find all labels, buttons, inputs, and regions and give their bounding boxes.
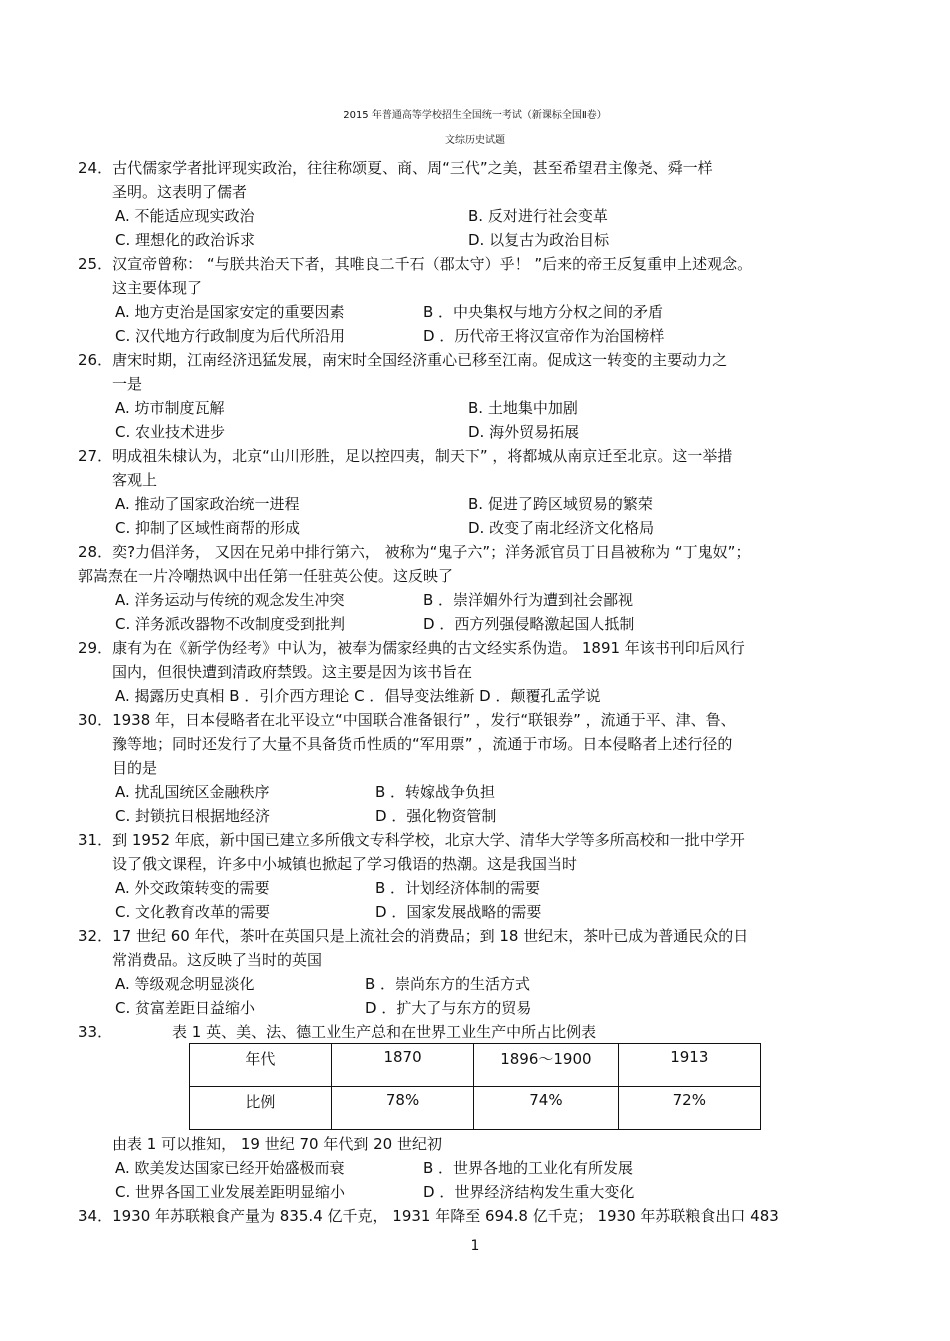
table-header-cell: 1913 xyxy=(618,1044,760,1087)
table-caption: 表 1 英、美、法、德工业生产总和在世界工业生产中所占比例表 xyxy=(172,1023,597,1041)
option-a: A. 地方吏治是国家安定的重要因素 xyxy=(115,303,345,321)
option-b: B ．计划经济体制的需要 xyxy=(375,879,541,897)
option-c: C. 抑制了区域性商帮的形成 xyxy=(115,519,301,537)
question-32: 32．17 世纪 60 年代，茶叶在英国只是上流社会的消费品；到 18 世纪末，茶叶已成为普通民众的日 xyxy=(78,927,749,945)
option-c: C. 洋务派改器物不改制度受到批判 xyxy=(115,615,346,633)
question-33-number: 33． xyxy=(78,1023,113,1041)
option-b: B. 土地集中加剧 xyxy=(468,399,578,417)
option-d: D ．历代帝王将汉宣帝作为治国榜样 xyxy=(423,327,665,345)
page-subtitle: 文综历史试题 xyxy=(445,135,505,146)
option-a: A. 不能适应现实政治 xyxy=(115,207,255,225)
option-a: A. 洋务运动与传统的观念发生冲突 xyxy=(115,591,345,609)
option-d: D ．西方列强侵略激起国人抵制 xyxy=(423,615,635,633)
table-header-cell: 1896～1900 xyxy=(474,1044,618,1087)
option-a: A. 推动了国家政治统一进程 xyxy=(115,495,300,513)
option-c: C. 汉代地方行政制度为后代所沿用 xyxy=(115,327,346,345)
table-cell: 74% xyxy=(474,1087,618,1130)
option-c: C. 农业技术进步 xyxy=(115,423,226,441)
option-a: A. 扰乱国统区金融秩序 xyxy=(115,783,270,801)
question-27: 27．明成祖朱棣认为，北京“山川形胜，足以控四夷，制天下” ，将都城从南京迁至北京。这一举措 xyxy=(78,447,733,465)
option-a: A. 等级观念明显淡化 xyxy=(115,975,255,993)
option-d: D. 海外贸易拓展 xyxy=(468,423,580,441)
option-b: B ．崇尚东方的生活方式 xyxy=(365,975,531,993)
option-d: D ．世界经济结构发生重大变化 xyxy=(423,1183,635,1201)
page-title: 2015 年普通高等学校招生全国统一考试（新课标全国Ⅱ卷） xyxy=(343,110,607,121)
question-25: 25．汉宣帝曾称： “与朕共治天下者，其唯良二千石（郡太守）乎！ ”后来的帝王反复重申上述观念。 xyxy=(78,255,753,273)
option-d: D. 改变了南北经济文化格局 xyxy=(468,519,655,537)
option-d: D ．强化物资管制 xyxy=(375,807,497,825)
option-c: C. 贫富差距日益缩小 xyxy=(115,999,256,1017)
option-a: A. 欧美发达国家已经开始盛极而衰 xyxy=(115,1159,345,1177)
question-26: 26．唐宋时期，江南经济迅猛发展，南宋时全国经济重心已移至江南。促成这一转变的主要动力之 xyxy=(78,351,728,369)
table-cell: 比例 xyxy=(190,1087,332,1130)
question-29: 29．康有为在《新学伪经考》中认为，被奉为儒家经典的古文经实系伪造。 1891 年该书刊印后风行 xyxy=(78,639,745,657)
question-26-cont: 一是 xyxy=(112,375,143,393)
question-29-cont: 国内，但很快遭到清政府禁毁。这主要是因为该书旨在 xyxy=(112,663,473,681)
table-cell: 72% xyxy=(618,1087,760,1130)
question-32-cont: 常消费品。这反映了当时的英国 xyxy=(112,951,323,969)
option-d: D. 以复古为政治目标 xyxy=(468,231,610,249)
table-header-cell: 年代 xyxy=(190,1044,332,1087)
question-31-cont: 设了俄文课程，许多中小城镇也掀起了学习俄语的热潮。这是我国当时 xyxy=(112,855,578,873)
table-cell: 78% xyxy=(331,1087,473,1130)
question-30-cont: 豫等地；同时还发行了大量不具备货币性质的“军用票” ，流通于市场。日本侵略者上述行径的 xyxy=(112,735,733,753)
question-30: 30．1938 年，日本侵略者在北平设立“中国联合准备银行” ，发行“联银券” ，流通于平、津、鲁、 xyxy=(78,711,736,729)
option-c: C. 世界各国工业发展差距明显缩小 xyxy=(115,1183,346,1201)
option-d: D ．扩大了与东方的贸易 xyxy=(365,999,532,1017)
question-30-cont-2: 目的是 xyxy=(112,759,158,777)
option-d: D ．国家发展战略的需要 xyxy=(375,903,542,921)
data-table xyxy=(189,1043,761,1130)
question-25-cont: 这主要体现了 xyxy=(112,279,203,297)
option-c: C. 文化教育改革的需要 xyxy=(115,903,271,921)
question-28-cont: 郭嵩焘在一片冷嘲热讽中出任第一任驻英公使。这反映了 xyxy=(78,567,454,585)
table-header-cell: 1870 xyxy=(331,1044,473,1087)
option-b: B ．崇洋媚外行为遭到社会鄙视 xyxy=(423,591,634,609)
question-27-cont: 客观上 xyxy=(112,471,158,489)
options-row: A. 揭露历史真相 B ．引介西方理论 C ．倡导变法维新 D ．颠覆孔孟学说 xyxy=(115,687,601,705)
option-b: B ．转嫁战争负担 xyxy=(375,783,496,801)
option-b: B. 反对进行社会变革 xyxy=(468,207,608,225)
option-b: B ．中央集权与地方分权之间的矛盾 xyxy=(423,303,664,321)
question-24-cont: 圣明。这表明了儒者 xyxy=(112,183,248,201)
question-28: 28．奕?力倡洋务， 又因在兄弟中排行第六， 被称为“鬼子六”；洋务派官员丁日昌被称为 “丁鬼奴”； xyxy=(78,543,751,561)
question-34: 34．1930 年苏联粮食产量为 835.4 亿千克， 1931 年降至 694.8 亿千克； 1930 年苏联粮食出口 483 xyxy=(78,1207,779,1225)
option-c: C. 理想化的政治诉求 xyxy=(115,231,256,249)
question-31: 31．到 1952 年底，新中国已建立多所俄文专科学校，北京大学、清华大学等多所高校和一批中学开 xyxy=(78,831,745,849)
question-33: 由表 1 可以推知， 19 世纪 70 年代到 20 世纪初 xyxy=(112,1135,442,1153)
question-24: 24．古代儒家学者批评现实政治，往往称颂夏、商、周“三代”之美，甚至希望君主像尧、舜一样 xyxy=(78,159,713,177)
option-b: B. 促进了跨区域贸易的繁荣 xyxy=(468,495,653,513)
option-a: A. 坊市制度瓦解 xyxy=(115,399,225,417)
option-c: C. 封锁抗日根据地经济 xyxy=(115,807,271,825)
page-number: 1 xyxy=(470,1238,480,1254)
option-b: B ．世界各地的工业化有所发展 xyxy=(423,1159,634,1177)
option-a: A. 外交政策转变的需要 xyxy=(115,879,270,897)
